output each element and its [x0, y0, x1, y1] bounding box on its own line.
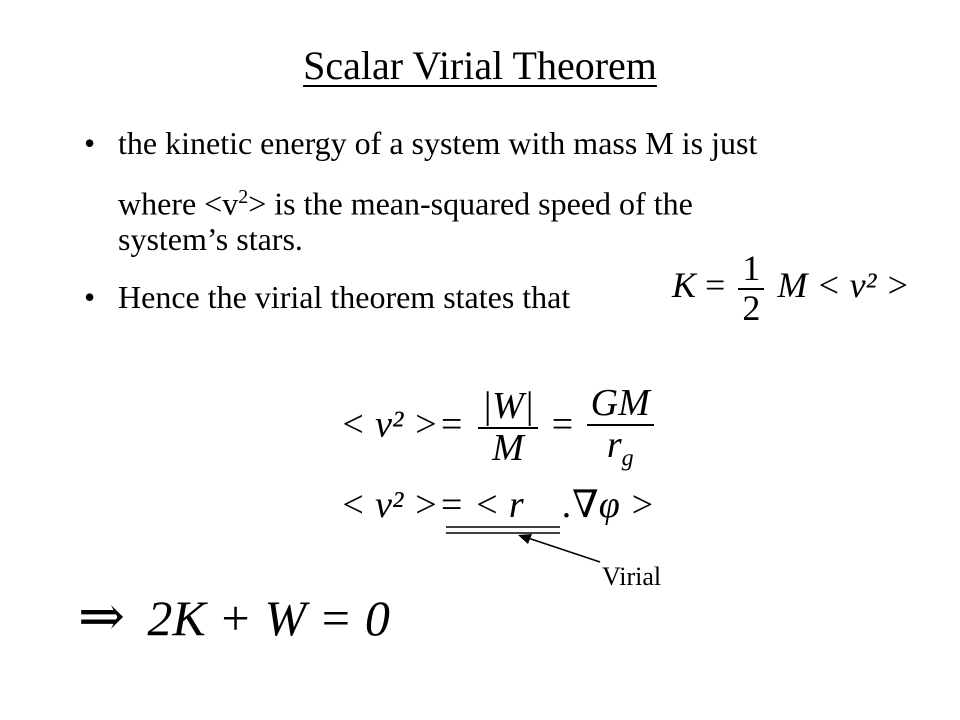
slide-title: Scalar Virial Theorem: [303, 43, 657, 88]
eq-k-den: 2: [742, 287, 761, 328]
where-text-post: > is the mean-squared speed of the: [248, 185, 693, 222]
eq-v1-equals: =: [551, 403, 574, 446]
eq-v2-rhs: < r⃗ .∇φ >: [473, 484, 655, 526]
eq-v1-den2-sub: g: [621, 445, 634, 472]
eq-v1-fraction-1: [478, 384, 539, 469]
bullet-text-kinetic-energy: the kinetic energy of a system with mass M is just: [118, 125, 758, 161]
eq-k-rhs: M < v² >: [777, 265, 910, 306]
where-text-pre: where <v: [118, 185, 239, 222]
virial-arrow-line: [528, 538, 600, 562]
eq-v1-num1: |W|: [478, 387, 539, 429]
eq-v1-fraction-2: [587, 384, 654, 472]
eq-k-equals: =: [705, 265, 726, 306]
bullet-text-stars-line: system’s stars.: [118, 221, 303, 257]
eq-v1-den2: [603, 423, 638, 472]
equation-final: [78, 584, 390, 649]
equation-virial-2: [340, 482, 655, 527]
virial-arrow-head: [518, 534, 532, 544]
eq-v1-den1: M: [492, 426, 524, 469]
eq-v1-den2-main: r: [606, 423, 622, 466]
eq-v1-lhs: < v² >=: [340, 403, 465, 446]
eq-v2-lhs: < v² >=: [340, 484, 465, 526]
eq-final-expr: 2K + W = 0: [147, 590, 390, 646]
eq-k-num: 1: [738, 250, 764, 290]
bullet-marker-1: •: [84, 125, 96, 161]
implies-icon: ⇒: [78, 586, 125, 648]
bullet-text-virial-states: Hence the virial theorem states that: [118, 279, 571, 315]
bullet-text-where-line: [118, 178, 693, 223]
eq-k-lhs: K: [672, 265, 697, 306]
where-text-sup: 2: [238, 186, 249, 208]
equation-virial-1: [340, 384, 658, 472]
virial-label: Virial: [602, 562, 662, 591]
eq-k-fraction: [738, 250, 764, 328]
eq-v1-num2: GM: [587, 384, 654, 426]
bullet-marker-2: •: [84, 279, 96, 315]
equation-kinetic-energy: [672, 250, 910, 328]
